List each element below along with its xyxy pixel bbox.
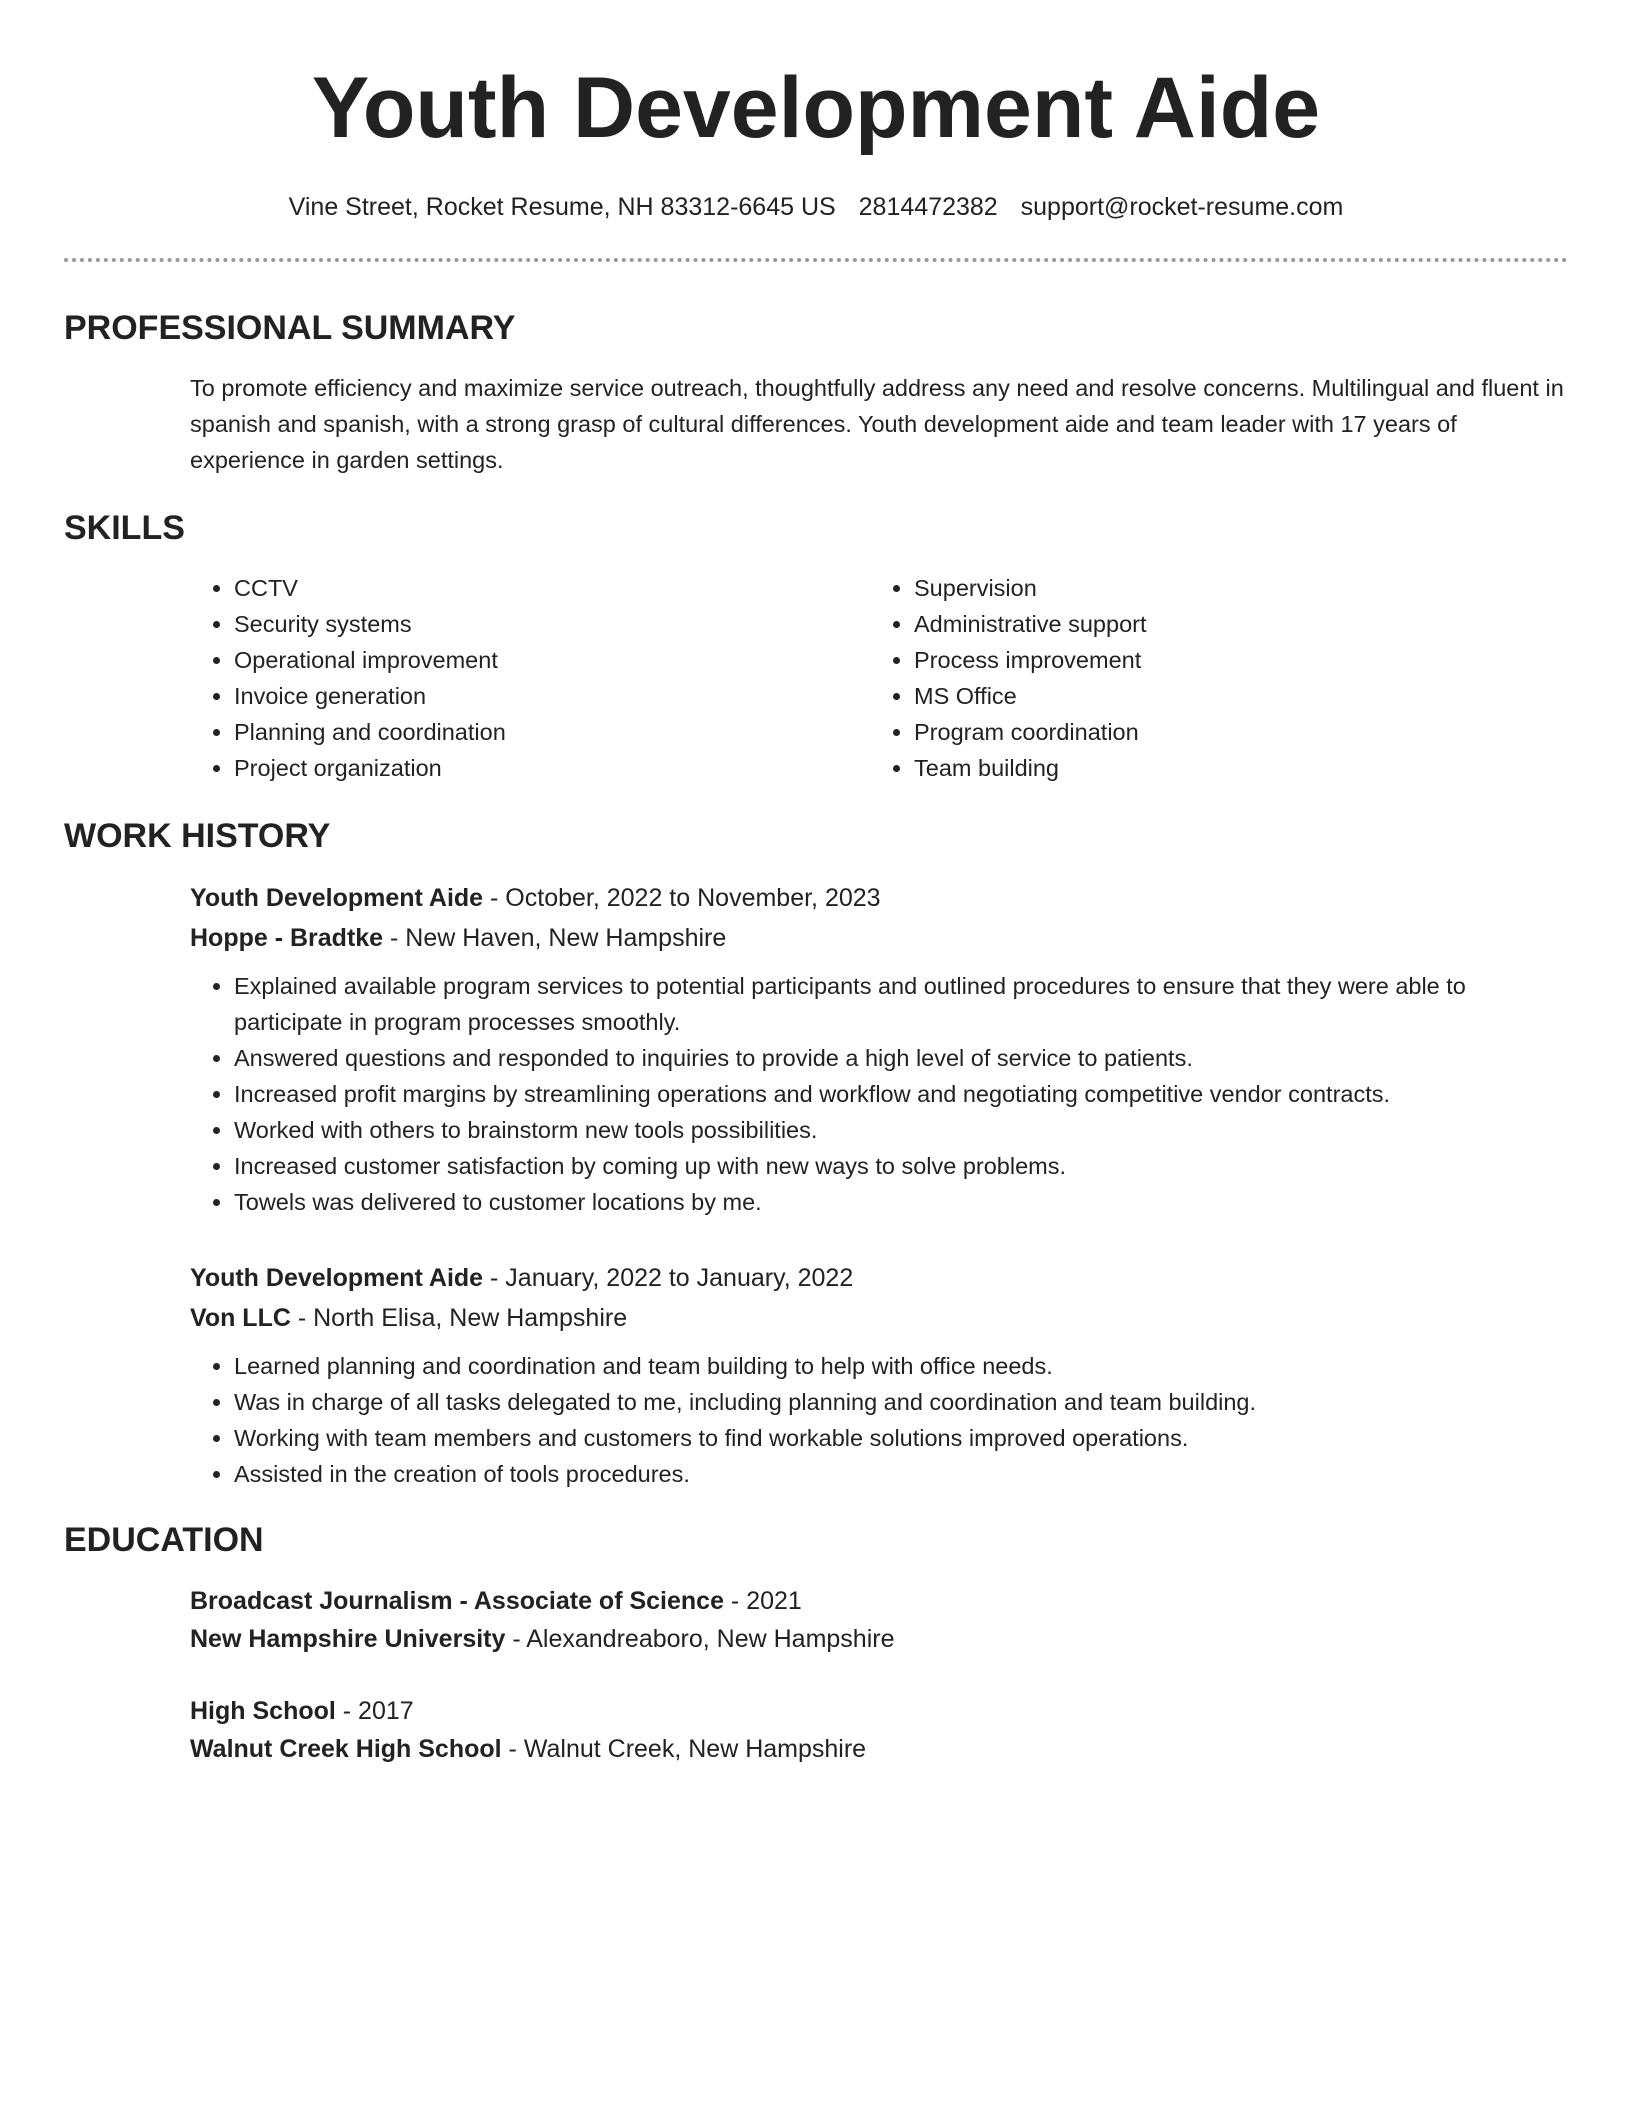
job-dates: - January, 2022 to January, 2022 bbox=[483, 1264, 854, 1292]
education-location: - Alexandreaboro, New Hampshire bbox=[505, 1625, 895, 1653]
contact-email: support@rocket-resume.com bbox=[1020, 193, 1344, 221]
job-role: Youth Development Aide bbox=[190, 1264, 484, 1292]
summary-text: To promote efficiency and maximize service outreach, thoughtfully address any need and resolve concerns. Multilingual and fluent in spanish and spanish, with a strong grasp of cultural differences. Youth development aide and team leader with 17 years of experience in garden settings. bbox=[190, 375, 1564, 473]
education-entry bbox=[190, 1692, 1568, 1768]
job-entry bbox=[190, 1258, 1568, 1492]
job-title-line bbox=[190, 1258, 1568, 1298]
contact-address: Vine Street, Rocket Resume, NH 83312-6645 US bbox=[288, 193, 836, 221]
job-bullet: • Assisted in the creation of tools procedures. bbox=[234, 1456, 1568, 1492]
skills-column-left bbox=[190, 570, 870, 786]
education-school: New Hampshire University bbox=[190, 1625, 506, 1653]
skill-item: • CCTV bbox=[234, 570, 870, 606]
job-company-line bbox=[190, 1298, 1568, 1338]
education-year: - 2017 bbox=[335, 1697, 414, 1725]
job-bullet: • Learned planning and coordination and team building to help with office needs. bbox=[234, 1348, 1568, 1384]
job-company: Hoppe - Bradtke bbox=[190, 924, 384, 952]
education-degree-line bbox=[190, 1582, 1568, 1620]
skill-item: • Planning and coordination bbox=[234, 714, 870, 750]
education-year: - 2021 bbox=[723, 1587, 802, 1615]
education-degree: Broadcast Journalism - Associate of Science bbox=[190, 1587, 724, 1615]
education-school: Walnut Creek High School bbox=[190, 1735, 502, 1763]
skill-item: • Administrative support bbox=[914, 606, 1550, 642]
job-bullet: • Worked with others to brainstorm new tools possibilities. bbox=[234, 1112, 1568, 1148]
contact-line bbox=[64, 192, 1568, 222]
skill-item: • Project organization bbox=[234, 750, 870, 786]
job-bullet: • Explained available program services to potential participants and outlined procedures to ensure that they were able to participate in program processes smoothly. bbox=[234, 968, 1568, 1040]
work-history-heading: WORK HISTORY bbox=[64, 817, 331, 855]
skills-grid bbox=[190, 570, 1568, 786]
job-bullet: • Towels was delivered to customer locations by me. bbox=[234, 1184, 1568, 1220]
header-divider bbox=[64, 258, 1568, 262]
candidate-name: Youth Development Aide bbox=[311, 60, 1321, 156]
skill-item: • MS Office bbox=[914, 678, 1550, 714]
job-dates: - October, 2022 to November, 2023 bbox=[483, 884, 881, 912]
education-degree-line bbox=[190, 1692, 1568, 1730]
job-company-line bbox=[190, 918, 1568, 958]
skill-item: • Program coordination bbox=[914, 714, 1550, 750]
job-bullets bbox=[190, 968, 1568, 1220]
skills-column-right bbox=[870, 570, 1550, 786]
education-location: - Walnut Creek, New Hampshire bbox=[501, 1735, 867, 1763]
skill-item: • Process improvement bbox=[914, 642, 1550, 678]
education-entry bbox=[190, 1582, 1568, 1658]
skill-item: • Supervision bbox=[914, 570, 1550, 606]
skills-heading: SKILLS bbox=[64, 509, 185, 547]
resume-page bbox=[64, 0, 1568, 1768]
job-title-line bbox=[190, 878, 1568, 918]
education-school-line bbox=[190, 1730, 1568, 1768]
job-role: Youth Development Aide bbox=[190, 884, 484, 912]
job-bullet: • Working with team members and customers to find workable solutions improved operations. bbox=[234, 1420, 1568, 1456]
summary-heading: PROFESSIONAL SUMMARY bbox=[64, 309, 516, 347]
job-bullet: • Answered questions and responded to inquiries to provide a high level of service to patients. bbox=[234, 1040, 1568, 1076]
job-company: Von LLC bbox=[190, 1304, 291, 1332]
job-bullet: • Was in charge of all tasks delegated to me, including planning and coordination and team building. bbox=[234, 1384, 1568, 1420]
skill-item: • Invoice generation bbox=[234, 678, 870, 714]
skill-item: • Team building bbox=[914, 750, 1550, 786]
job-location: - New Haven, New Hampshire bbox=[383, 924, 727, 952]
skill-item: • Operational improvement bbox=[234, 642, 870, 678]
skill-item: • Security systems bbox=[234, 606, 870, 642]
education-degree: High School bbox=[190, 1697, 336, 1725]
contact-phone: 2814472382 bbox=[858, 193, 998, 221]
job-entry bbox=[190, 878, 1568, 1220]
job-bullet: • Increased customer satisfaction by coming up with new ways to solve problems. bbox=[234, 1148, 1568, 1184]
job-location: - North Elisa, New Hampshire bbox=[290, 1304, 628, 1332]
education-school-line bbox=[190, 1620, 1568, 1658]
job-bullet: • Increased profit margins by streamlining operations and workflow and negotiating competitive vendor contracts. bbox=[234, 1076, 1568, 1112]
education-heading: EDUCATION bbox=[64, 1521, 264, 1559]
job-bullets bbox=[190, 1348, 1568, 1492]
